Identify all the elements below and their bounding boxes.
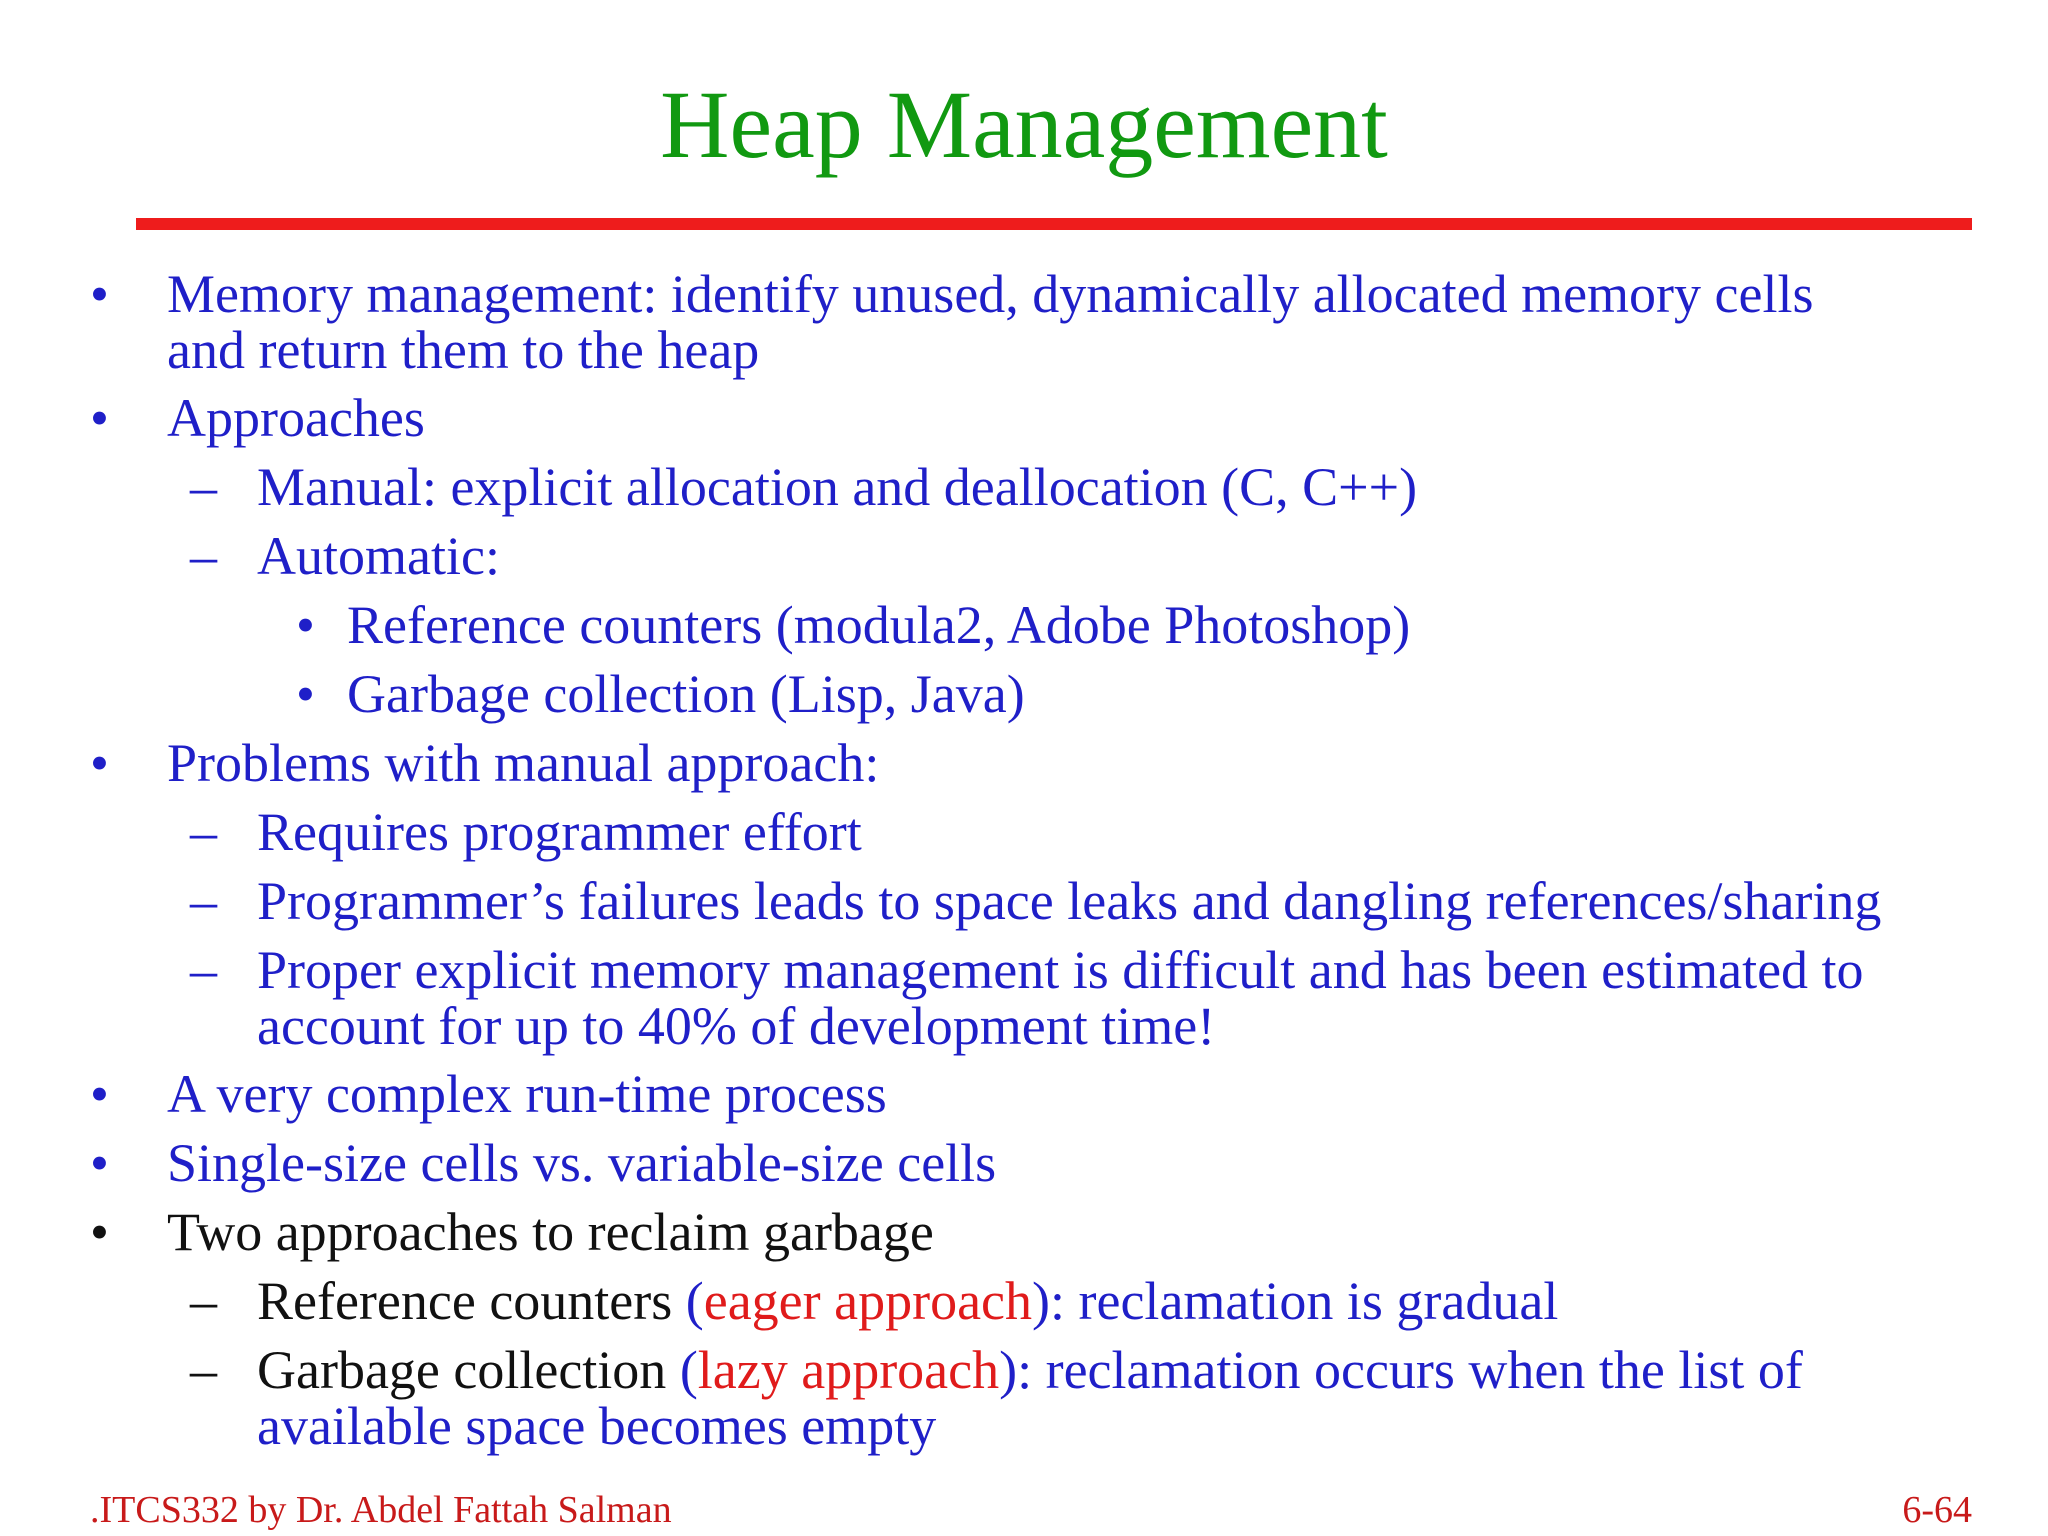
highlight-lazy: lazy approach xyxy=(697,1340,1000,1400)
bullet-text xyxy=(257,1342,1803,1398)
bullet-marker: • xyxy=(296,595,315,655)
highlight-eager: eager approach xyxy=(703,1271,1033,1331)
bullet-text: Problems with manual approach: xyxy=(167,733,880,793)
bullet-text: A very complex run-time process xyxy=(167,1064,887,1124)
footer-page-number: 6-64 xyxy=(1902,1489,1972,1531)
bullet-marker: • xyxy=(90,264,109,324)
bullet-text: Garbage collection (Lisp, Java) xyxy=(347,664,1025,724)
paren: ( xyxy=(679,1340,698,1400)
bullet-text: Requires programmer effort xyxy=(257,802,862,862)
dash-marker: – xyxy=(190,1271,217,1331)
bullet-text: and return them to the heap xyxy=(167,320,760,380)
footer-course-author: .ITCS332 by Dr. Abdel Fattah Salman xyxy=(90,1489,672,1531)
bullet-text: Programmer’s failures leads to space leaks and dangling references/sharing xyxy=(257,871,1882,931)
bullet-marker: • xyxy=(296,664,315,724)
bullet-text: Automatic: xyxy=(257,526,500,586)
bullet-marker: • xyxy=(90,1133,109,1193)
dash-marker: – xyxy=(190,526,217,586)
bullet-text: Two approaches to reclaim garbage xyxy=(167,1202,934,1262)
bullet-text: Memory management: identify unused, dynamically allocated memory cells xyxy=(167,264,1814,324)
description: ): reclamation is gradual xyxy=(1032,1271,1559,1331)
bullet-marker: • xyxy=(90,1202,109,1262)
dash-marker: – xyxy=(190,1340,217,1400)
bullet-text: Proper explicit memory management is difficult and has been estimated to xyxy=(257,940,1864,1000)
dash-marker: – xyxy=(190,940,217,1000)
dash-marker: – xyxy=(190,802,217,862)
bullet-marker: • xyxy=(90,388,109,448)
bullet-text: Reference counters (modula2, Adobe Photoshop) xyxy=(347,595,1411,655)
bullet-text xyxy=(257,1273,1558,1329)
term: Reference counters xyxy=(257,1271,686,1331)
bullet-text: Single-size cells vs. variable-size cells xyxy=(167,1133,997,1193)
bullet-text: available space becomes empty xyxy=(257,1396,937,1456)
slide-title: Heap Management xyxy=(660,71,1388,178)
title-underline xyxy=(136,218,1972,230)
bullet-marker: • xyxy=(90,1064,109,1124)
bullet-marker: • xyxy=(90,733,109,793)
bullet-text: Manual: explicit allocation and deallocation (C, C++) xyxy=(257,457,1418,517)
description: ): reclamation occurs when the list of xyxy=(999,1340,1803,1400)
bullet-text: Approaches xyxy=(167,388,425,448)
paren: ( xyxy=(685,1271,704,1331)
dash-marker: – xyxy=(190,871,217,931)
bullet-text: account for up to 40% of development time! xyxy=(257,996,1216,1056)
term: Garbage collection xyxy=(257,1340,680,1400)
dash-marker: – xyxy=(190,457,217,517)
